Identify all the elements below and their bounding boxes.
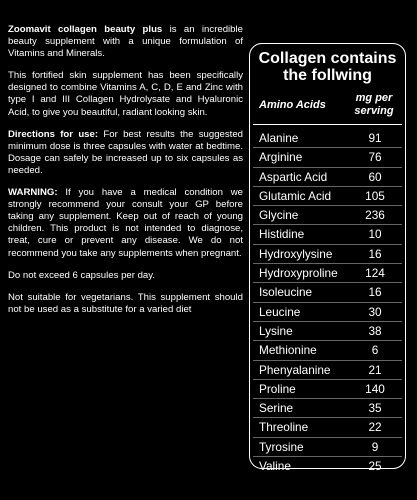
header-divider: [253, 124, 402, 125]
amino-acid-name: Valine: [259, 459, 291, 474]
amino-acid-name: Leucine: [259, 304, 301, 319]
intro-paragraph: [8, 24, 243, 60]
directions-label: Directions for use:: [8, 128, 99, 140]
amino-acid-value: 22: [368, 420, 382, 435]
table-row: [253, 129, 402, 148]
column-header-name: Amino Acids: [259, 99, 326, 111]
amino-acid-name: Lysine: [259, 323, 293, 338]
table-row: [253, 168, 402, 187]
amino-acid-name: Glutamic Acid: [259, 188, 332, 203]
warning-text: If you have a medical condition we strongly recommend your consult your GP before taking any supplement. Keep out of reach of young children. This product is not intended to diagnose, treat, cure or prevent any disease. We do not recommend you take any supplements when pregnant.: [8, 187, 243, 259]
amino-acid-value: 60: [368, 169, 382, 184]
amino-acid-name: Histidine: [259, 227, 305, 242]
amino-acid-value: 38: [368, 323, 382, 338]
table-row: [253, 457, 402, 475]
table-row: [253, 225, 402, 244]
intro-text: is an incredible beauty supplement with a unique formulation of Vitamins and Minerals.: [8, 24, 243, 60]
amino-acid-name: Phenyalanine: [259, 362, 331, 377]
table-row: [253, 438, 402, 457]
amino-acid-value: 10: [368, 227, 382, 242]
fortified-paragraph: This fortified skin supplement has been specifically designed to combine Vitamins A, C, D, E and Zinc with type I and III Collagen Hydrolysate and Hyaluronic Acid, to give you beautiful, radiant looking skin.: [8, 70, 243, 118]
column-header-value: mg per serving: [354, 92, 394, 117]
table-row: [253, 148, 402, 167]
table-row: [253, 187, 402, 206]
table-row: [253, 399, 402, 418]
table-row: [253, 264, 402, 283]
amino-acid-name: Hydroxylysine: [259, 246, 333, 261]
product-name: Zoomavit collagen beauty plus: [8, 24, 163, 35]
table-row: [253, 341, 402, 360]
amino-acid-name: Serine: [259, 401, 294, 416]
warning-label: WARNING:: [8, 187, 58, 199]
table-row: [253, 245, 402, 264]
amino-acid-value: 6: [371, 343, 379, 358]
product-description: [8, 24, 243, 326]
amino-acid-value: 30: [368, 304, 382, 319]
table-row: [253, 361, 402, 380]
amino-acid-name: Glycine: [259, 208, 299, 223]
amino-acid-value: 25: [368, 459, 382, 474]
amino-acid-name: Threoline: [259, 420, 309, 435]
amino-acid-value: 16: [368, 246, 382, 261]
amino-acid-value: 105: [365, 188, 385, 203]
table-row: [253, 283, 402, 302]
amino-acid-value: 35: [368, 401, 382, 416]
directions-paragraph: [8, 129, 243, 177]
amino-acid-value: 21: [368, 362, 382, 377]
amino-acid-name: Tyrosine: [259, 439, 304, 454]
table-row: [253, 380, 402, 399]
amino-acid-value: 124: [365, 266, 385, 281]
panel-title: [250, 50, 405, 84]
column-headers: [250, 92, 405, 124]
amino-acid-name: Hydroxyproline: [259, 266, 338, 281]
amino-acid-name: Proline: [259, 381, 296, 396]
dose-limit-paragraph: Do not exceed 6 capsules per day.: [8, 269, 156, 281]
amino-acid-value: 9: [371, 439, 379, 454]
amino-acid-list: [250, 129, 405, 475]
panel-title-line1: Collagen contains: [258, 50, 397, 67]
panel-title-line2: the follwing: [283, 67, 372, 84]
amino-acid-name: Aspartic Acid: [259, 169, 328, 184]
vegetarian-paragraph: Not suitable for vegetarians. This supplement should not be used as a substitute for a varied diet: [8, 291, 243, 315]
table-row: [253, 303, 402, 322]
amino-acid-name: Isoleucine: [259, 285, 313, 300]
directions-text: For best results the suggested minimum dose is three capsules with water at bedtime. Dosage can safely be increased up to six capsules as needed.: [8, 128, 244, 176]
table-row: [253, 322, 402, 341]
amino-acid-value: 91: [368, 131, 382, 145]
amino-acid-value: 236: [365, 208, 385, 223]
amino-acid-value: 76: [368, 150, 382, 165]
amino-acid-value: 140: [365, 381, 385, 396]
amino-acid-value: 16: [368, 285, 382, 300]
table-row: [253, 206, 402, 225]
amino-acid-name: Methionine: [259, 343, 317, 358]
amino-acid-panel: [249, 43, 406, 474]
warning-paragraph: [8, 187, 243, 260]
amino-acid-name: Alanine: [259, 131, 299, 145]
table-row: [253, 418, 402, 437]
amino-acid-name: Arginine: [259, 150, 303, 165]
